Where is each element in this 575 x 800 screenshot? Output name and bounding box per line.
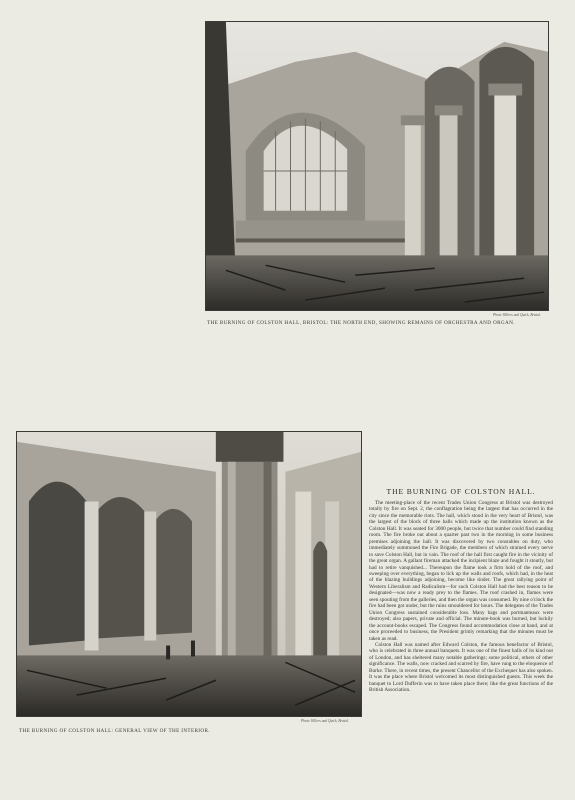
article-title: THE BURNING OF COLSTON HALL. bbox=[386, 487, 536, 496]
photo-north-end-credit: Photo Villiers and Quick, Bristol. bbox=[493, 313, 542, 317]
article-paragraph: Colston Hall was named after Edward Colston, the famous benefactor of Bristol, who is celebrated in three annual banquets. It was one of the finest halls of its kind out of London, and has sheltered many notable gatherings; some political, others of other significance. The walls, now cracked and scarred by fire, have rung to the eloquence of Burke. There, in recent times, the present Chancellor of the Exchequer has also spoken. It was the place where Bristol welcomed its most distinguished guests. This week the banquet to Lord Dufferin was to have taken place there; like the great functions of the British Association. bbox=[369, 641, 553, 694]
photo-interior bbox=[16, 431, 362, 717]
photo-interior-credit: Photo Villiers and Quick, Bristol. bbox=[301, 719, 350, 723]
photo-interior-caption: THE BURNING OF COLSTON HALL: GENERAL VIEW OF THE INTERIOR. bbox=[19, 728, 210, 734]
photo-north-end-caption: THE BURNING OF COLSTON HALL, BRISTOL: THE NORTH END, SHOWING REMAINS OF ORCHESTRA AND ORGAN. bbox=[207, 320, 515, 326]
article-paragraph: The meeting-place of the recent Trades Union Congress at Bristol was destroyed totally by fire on Sept. 2, the conflagration being the largest that has occurred in the city since the memorable riots. The hall, which stood in the very heart of Bristol, was the largest of the block of three halls which made up the institution known as the Colston Hall. It was seated for 3000 people, but twice that number could find standing room. The fire broke out about a quarter past two in the morning in some business premises adjoining the hall. It was discovered by two constables on duty, who immediately summoned the Fire Brigade, the members of which strained every nerve to save Colston Hall, but in vain. The roof of the hall first caught fire in the vicinity of the great organ. A gallant fireman attacked the incipient blaze and fought it stoutly, but had to retire vanquished... Thereupon the flame took a firm hold of the roof, and sweeping over everything, began to lick up the walls and roofs, which had, in the heat of the blazing buildings adjoining, become like tinder. The great rallying point of Western Liberalism and Radicalism—for such Colston Hall had the best reason to be designated—was now a ready prey to the flames. The roof crashed in, flames were seen spouting from the galleries, and then the organ was consumed. By nine o'clock the fire had been got under, but the ruins smouldered for hours. The delegates of the Trades Union Congress sustained considerable loss. Many bags and portmanteaux were destroyed; also papers, private and official. The minute-book was burned, but luckily the account-books escaped. The Congress found accommodation close at hand, and at once proceeded to business, the President grimly remarking that the minutes must be taken as read. bbox=[369, 500, 553, 642]
photo-north-end-image bbox=[206, 22, 548, 310]
photo-interior-image bbox=[17, 432, 361, 716]
article bbox=[369, 487, 553, 694]
photo-north-end bbox=[205, 21, 549, 311]
